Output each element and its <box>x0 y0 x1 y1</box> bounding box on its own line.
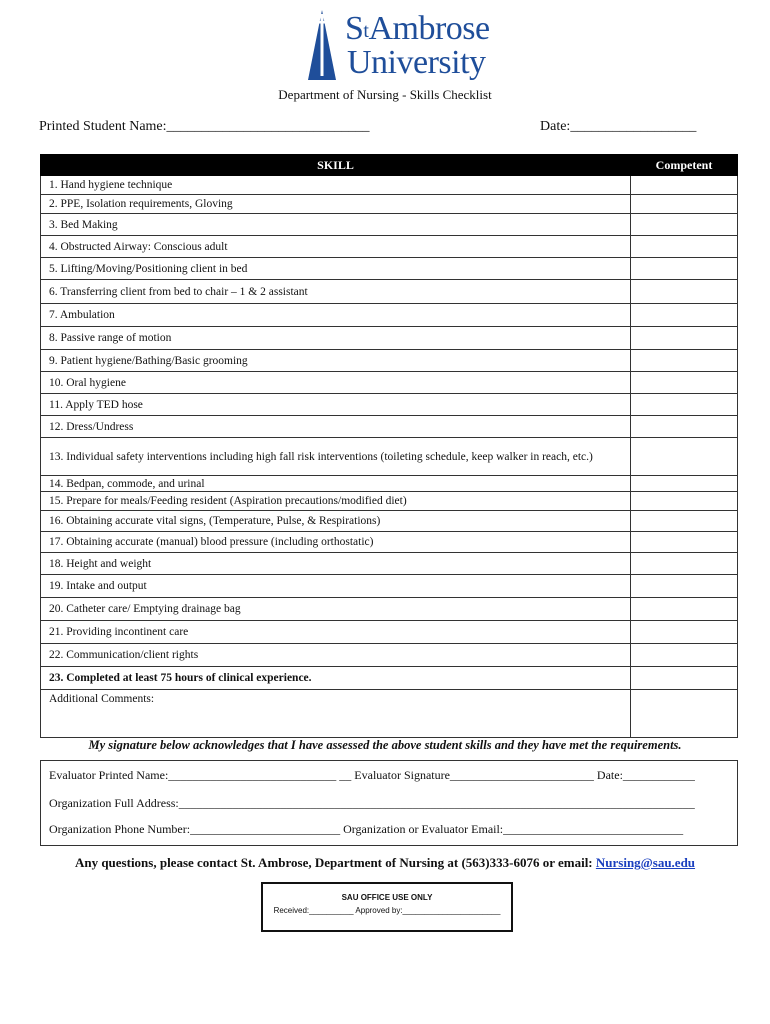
competent-cell[interactable] <box>631 176 738 195</box>
table-row <box>41 350 738 372</box>
competent-cell[interactable] <box>631 598 738 621</box>
competent-cell[interactable] <box>631 372 738 394</box>
competent-cell[interactable] <box>631 667 738 690</box>
competent-cell[interactable] <box>631 511 738 532</box>
skill-label: 3. Bed Making <box>41 214 631 236</box>
skill-label: 9. Patient hygiene/Bathing/Basic grooming <box>41 350 631 372</box>
competent-cell[interactable] <box>631 690 738 738</box>
logo-mark-icon <box>305 8 339 82</box>
student-name-field[interactable]: Printed Student Name:_____________________________ <box>39 119 370 134</box>
skill-label: 10. Oral hygiene <box>41 372 631 394</box>
skill-label: 13. Individual safety interventions including high fall risk interventions (toileting schedule, keep walker in reach, etc.) <box>41 438 631 476</box>
additional-comments-label[interactable]: Additional Comments: <box>41 690 631 738</box>
competent-cell[interactable] <box>631 476 738 492</box>
competent-cell[interactable] <box>631 327 738 350</box>
table-row <box>41 236 738 258</box>
document-title: Department of Nursing - Skills Checklist <box>278 87 492 102</box>
table-row <box>41 327 738 350</box>
competent-cell[interactable] <box>631 394 738 416</box>
table-row <box>41 304 738 327</box>
skill-label: 14. Bedpan, commode, and urinal <box>41 476 631 492</box>
table-row <box>41 258 738 280</box>
table-row <box>41 416 738 438</box>
table-header-row <box>41 155 738 176</box>
skill-label: 11. Apply TED hose <box>41 394 631 416</box>
table-row <box>41 667 738 690</box>
office-use-row[interactable]: Received:__________ Approved by:______________________ <box>273 906 501 915</box>
skills-table <box>40 154 738 738</box>
table-row <box>41 621 738 644</box>
university-logo <box>305 8 495 82</box>
table-row <box>41 598 738 621</box>
competent-cell[interactable] <box>631 532 738 553</box>
competent-cell[interactable] <box>631 492 738 511</box>
office-use-title: SAU OFFICE USE ONLY <box>341 893 433 902</box>
competent-cell[interactable] <box>631 214 738 236</box>
table-row <box>41 492 738 511</box>
logo-text-line2: University <box>347 44 486 81</box>
evaluator-row[interactable]: Evaluator Printed Name:____________________________ __ Evaluator Signature________________________ Date:____________ <box>49 768 695 782</box>
skill-label: 18. Height and weight <box>41 553 631 575</box>
competent-cell[interactable] <box>631 553 738 575</box>
skill-label: 5. Lifting/Moving/Positioning client in bed <box>41 258 631 280</box>
competent-cell[interactable] <box>631 258 738 280</box>
table-row <box>41 644 738 667</box>
skill-label: 4. Obstructed Airway: Conscious adult <box>41 236 631 258</box>
competent-cell[interactable] <box>631 195 738 214</box>
organization-contact-row[interactable]: Organization Phone Number:_________________________ Organization or Evaluator Email:______________________________ <box>49 822 684 836</box>
skill-label: 8. Passive range of motion <box>41 327 631 350</box>
table-row <box>41 372 738 394</box>
table-row <box>41 511 738 532</box>
table-row <box>41 553 738 575</box>
skill-label: 6. Transferring client from bed to chair – 1 & 2 assistant <box>41 280 631 304</box>
column-header-competent: Competent <box>631 155 738 176</box>
acknowledgement-statement: My signature below acknowledges that I have assessed the above student skills and they have met the requirements. <box>88 738 682 752</box>
competent-cell[interactable] <box>631 350 738 372</box>
column-header-skill: SKILL <box>41 155 631 176</box>
table-row <box>41 438 738 476</box>
skill-label: 16. Obtaining accurate vital signs, (Temperature, Pulse, & Respirations) <box>41 511 631 532</box>
competent-cell[interactable] <box>631 280 738 304</box>
evaluator-signature-box <box>40 760 738 846</box>
skill-label: 12. Dress/Undress <box>41 416 631 438</box>
table-row <box>41 195 738 214</box>
organization-address-row[interactable]: Organization Full Address:______________________________________________________________________________________ <box>49 796 695 810</box>
contact-statement <box>0 855 770 871</box>
competent-cell[interactable] <box>631 621 738 644</box>
office-use-box <box>261 882 513 932</box>
table-row <box>41 214 738 236</box>
email-link[interactable]: Nursing@sau.edu <box>595 855 696 870</box>
skill-label: 7. Ambulation <box>41 304 631 327</box>
skill-label: 15. Prepare for meals/Feeding resident (Aspiration precautions/modified diet) <box>41 492 631 511</box>
skill-label: 20. Catheter care/ Emptying drainage bag <box>41 598 631 621</box>
competent-cell[interactable] <box>631 416 738 438</box>
competent-cell[interactable] <box>631 438 738 476</box>
competent-cell[interactable] <box>631 304 738 327</box>
date-field[interactable]: Date:__________________ <box>540 119 697 134</box>
skill-label: 1. Hand hygiene technique <box>41 176 631 195</box>
skill-label: 2. PPE, Isolation requirements, Gloving <box>41 195 631 214</box>
table-row <box>41 575 738 598</box>
skill-label: 22. Communication/client rights <box>41 644 631 667</box>
competent-cell[interactable] <box>631 236 738 258</box>
competent-cell[interactable] <box>631 644 738 667</box>
skill-label: 21. Providing incontinent care <box>41 621 631 644</box>
table-row <box>41 176 738 195</box>
table-row <box>41 532 738 553</box>
additional-comments-row <box>41 690 738 738</box>
table-row <box>41 476 738 492</box>
skill-label: 19. Intake and output <box>41 575 631 598</box>
table-row <box>41 394 738 416</box>
skill-label: 17. Obtaining accurate (manual) blood pressure (including orthostatic) <box>41 532 631 553</box>
competent-cell[interactable] <box>631 575 738 598</box>
table-row <box>41 280 738 304</box>
logo-text-line1: $S^tAmbrose$ <box>345 10 490 47</box>
contact-text: Any questions, please contact St. Ambrose, Department of Nursing at (563)333-6076 or email: <box>74 855 596 870</box>
skill-label: 23. Completed at least 75 hours of clinical experience. <box>41 667 631 690</box>
